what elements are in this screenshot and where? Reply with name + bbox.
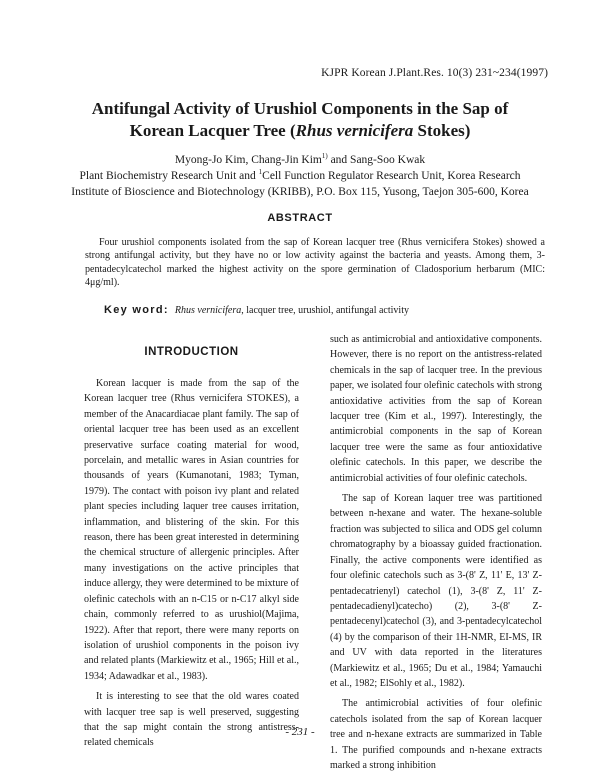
abstract-body: Four urushiol components isolated from the sap of Korean lacquer tree (Rhus vernicifera Stokes) showed a strong antifungal activity, but they have no or low activity against the bacteria and yeasts. Among them, 3-pentadecylcatechol marked the highest activity on the spore germination of Cladosporium herbarum (MIC: 4μg/ml). [85,237,545,289]
abstract-heading: ABSTRACT [267,212,333,224]
page-number: - 231 - [285,726,315,738]
affil1-sup: 1 [258,168,263,177]
title-line-2-pre: Korean Lacquer Tree ( [129,121,296,140]
author-names-pre: Myong-Jo Kim, Chang-Jin Kim [174,154,322,166]
intro-paragraph-2: It is interesting to see that the old wares coated with lacquer tree sap is well preserved, suggesting that the sap might contain the strong antistress-related chemicals [84,691,299,749]
title-species: Rhus vernicifera [295,121,414,140]
keywords-label: Key word: [104,304,169,316]
title-line-2-post: Stokes) [413,121,471,140]
right-paragraph-1: such as antimicrobial and antioxidative components. However, there is no report on the antistress-related chemicals in the sap of lacquer tree. In the previous paper, we isolated four olefinic catechols with strong antioxidative activities from the sap of Korean lacquer tree (Kim et al., 1997). Interestingly, the antimicrobial components in the sap of Korean lacquer tree were the same as four antioxidative olefinic catechols. In this paper, we describe the antimicrobial activities of four olefinic catechols. [330,334,542,484]
title-line-1: Antifungal Activity of Urushiol Components in the Sap of [91,99,509,118]
right-column [330,332,542,778]
keywords-species: Rhus vernicifera [174,305,242,316]
author-names [30,152,570,168]
journal-citation: KJPR Korean J.Plant.Res. 10(3) 231~234(1997) [321,67,548,79]
affiliation-line-2: Institute of Bioscience and Biotechnology (KRIBB), P.O. Box 115, Yusong, Taejon 305-600, Korea [71,186,529,198]
introduction-heading: INTRODUCTION [144,346,239,358]
keywords-rest: , lacquer tree, urushiol, antifungal activity [241,305,409,316]
affil1-post: Cell Function Regulator Research Unit, Korea Research [262,170,521,182]
paper-title [40,98,560,142]
author-block [30,152,570,200]
intro-paragraph-1: Korean lacquer is made from the sap of the Korean lacquer tree (Rhus vernicifera STOKES), a member of the Anacardiacae plant family. The sap of oriental lacquer tree has been used as an excellent preservative surface coating material for wood, porcelain, and metallic wares in Asian countries for thousands of years (Kumanotani, 1983; Tyman, 1979). The contact with poison ivy plant and related plant species including laquer tree causes irritation, inflammation, and blistering of the skin. For this reason, there has been great interested in determining the chemical structure of allergenic principles. After many investigations on the active principles that induce allergy, they were determined to be mixture of olefinic catechols with an n-C15 or n-C17 alkyl side chain, commonly referred to as urushiol(Majima, 1922). After that report, there were many reports on isolation of urushiol components in the poison ivy and related plants (Markiewitz et al., 1965; Hill et al., 1934; Adawadkar et al., 1983). [84,378,299,682]
title-line-2 [40,120,560,142]
affil1-pre: Plant Biochemistry Research Unit and [79,170,259,182]
author-names-sup: 1) [321,152,328,161]
right-paragraph-2: The sap of Korean laquer tree was partitioned between n-hexane and water. The hexane-soluble fraction was subjected to silica and ODS gel column chromatography by a bioassay guided fractionation. Finally, the active components were identified as four olefinic catechols such as 3-(8' Z, 11' E, 13' Z-pentadecatrienyl) catechol (1), 3-(8' Z, 11' Z-pentadecadienyl)catecho) (2), 3-(8' Z-pentadecenyl)catechol (3), and 3-pentadecylcatechol (4) by the comparison of their 1H-NMR, EI-MS, IR and UV with data reported in the literatures (Markiewitz et al., 1965; Du et al., 1984; Yamauchi et al., 1982; ElSohly et al., 1982). [330,493,542,689]
affiliation-line-1 [30,168,570,184]
right-paragraph-3: The antimicrobial activities of four olefinic catechols isolated from the sap of Korean lacquer tree and n-hexane extracts are summarized in Table 1. The purified compounds and n-hexane extracts marked a strong inhibition [330,698,542,771]
author-names-post: and Sang-Soo Kwak [327,154,426,166]
left-column [84,376,299,756]
keywords [104,304,564,316]
